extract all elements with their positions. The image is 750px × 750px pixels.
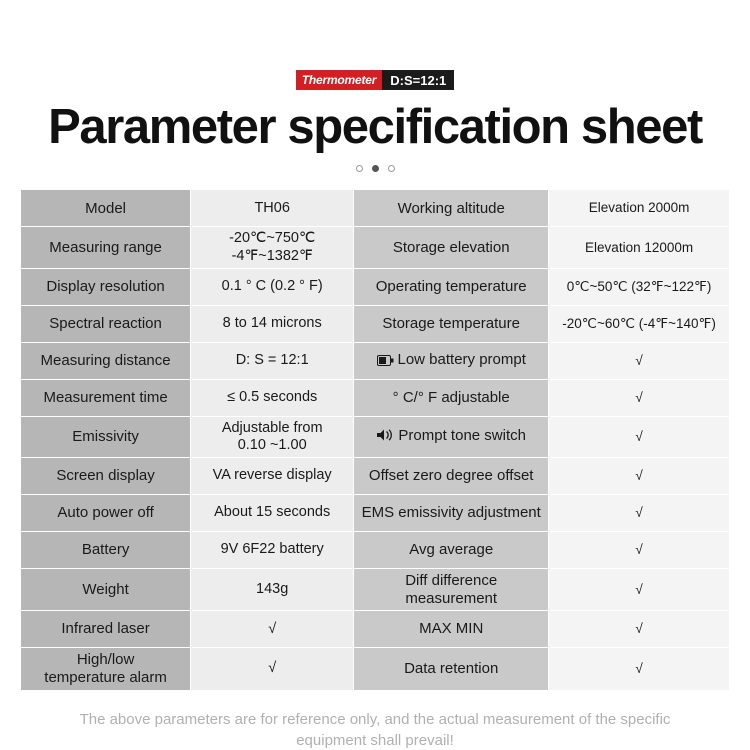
spec-label-left: Auto power off (21, 494, 191, 531)
table-row (21, 268, 730, 305)
spec-check-right: √ (549, 342, 730, 379)
spec-value-left: ≤ 0.5 seconds (191, 379, 354, 416)
carousel-dot-1[interactable] (356, 165, 363, 172)
spec-label-right: Low battery prompt (354, 342, 549, 379)
badge-brand-label: Thermometer (296, 70, 383, 90)
spec-check-right: √ (549, 611, 730, 648)
table-row (21, 494, 730, 531)
spec-label-right: Storage elevation (354, 227, 549, 268)
spec-label-left: Weight (21, 568, 191, 610)
spec-label-right: Offset zero degree offset (354, 457, 549, 494)
page-title: Parameter specification sheet (48, 100, 702, 154)
spec-value-left: 143g (191, 568, 354, 610)
spec-check-right: √ (549, 494, 730, 531)
spec-label-right: Prompt tone switch (354, 416, 549, 457)
spec-value-right: Elevation 12000m (549, 227, 730, 268)
spec-label-right: EMS emissivity adjustment (354, 494, 549, 531)
spec-label-right: Diff difference measurement (354, 568, 549, 610)
spec-check-right: √ (549, 568, 730, 610)
spec-label-left: Infrared laser (21, 611, 191, 648)
table-row (21, 190, 730, 227)
table-row (21, 531, 730, 568)
carousel-dot-2[interactable] (372, 165, 379, 172)
spec-label-left: Model (21, 190, 191, 227)
spec-label-right: Storage temperature (354, 305, 549, 342)
carousel-dots (0, 163, 750, 173)
spec-label-left: Display resolution (21, 268, 191, 305)
badge-ratio-label: D:S=12:1 (382, 70, 454, 90)
spec-check-right: √ (549, 416, 730, 457)
speaker-icon (376, 428, 394, 447)
table-row (21, 648, 730, 690)
spec-label-left: Measuring range (21, 227, 191, 268)
spec-value-left: 8 to 14 microns (191, 305, 354, 342)
spec-value-right: Elevation 2000m (549, 190, 730, 227)
spec-label-right: Working altitude (354, 190, 549, 227)
table-row (21, 342, 730, 379)
spec-label-left: Screen display (21, 457, 191, 494)
table-row (21, 305, 730, 342)
page-root (0, 70, 750, 750)
spec-value-left: About 15 seconds (191, 494, 354, 531)
spec-label-right: ° C/° F adjustable (354, 379, 549, 416)
spec-label-left: Measurement time (21, 379, 191, 416)
battery-icon (377, 353, 394, 371)
spec-label-left: Measuring distance (21, 342, 191, 379)
spec-label-left: Spectral reaction (21, 305, 191, 342)
spec-value-right: -20℃~60℃ (-4℉~140℉) (549, 305, 730, 342)
spec-label-left: Emissivity (21, 416, 191, 457)
spec-value-left: TH06 (191, 190, 354, 227)
spec-label-right: MAX MIN (354, 611, 549, 648)
spec-table-container (20, 189, 730, 690)
table-row (21, 457, 730, 494)
spec-label-right: Operating temperature (354, 268, 549, 305)
spec-check-left: √ (191, 611, 354, 648)
disclaimer-text: The above parameters are for reference only, and the actual measurement of the specific equipment shall prevail! (79, 710, 671, 750)
spec-label-left: Battery (21, 531, 191, 568)
spec-value-right: 0℃~50℃ (32℉~122℉) (549, 268, 730, 305)
spec-check-right: √ (549, 457, 730, 494)
spec-table (20, 189, 730, 690)
spec-value-left: 9V 6F22 battery (191, 531, 354, 568)
table-row (21, 611, 730, 648)
table-row (21, 568, 730, 610)
spec-label-right: Avg average (354, 531, 549, 568)
spec-check-left: √ (191, 648, 354, 690)
spec-value-left: -20℃~750℃ -4℉~1382℉ (191, 227, 354, 268)
table-row (21, 379, 730, 416)
spec-label-right: Data retention (354, 648, 549, 690)
spec-check-right: √ (549, 379, 730, 416)
spec-check-right: √ (549, 648, 730, 690)
spec-value-left: Adjustable from 0.10 ~1.00 (191, 416, 354, 457)
table-row (21, 416, 730, 457)
spec-value-left: 0.1 ° C (0.2 ° F) (191, 268, 354, 305)
spec-value-left: D: S = 12:1 (191, 342, 354, 379)
spec-label-left: High/low temperature alarm (21, 648, 191, 690)
product-badge (0, 70, 750, 90)
table-row (21, 227, 730, 268)
carousel-dot-3[interactable] (388, 165, 395, 172)
spec-value-left: VA reverse display (191, 457, 354, 494)
spec-check-right: √ (549, 531, 730, 568)
